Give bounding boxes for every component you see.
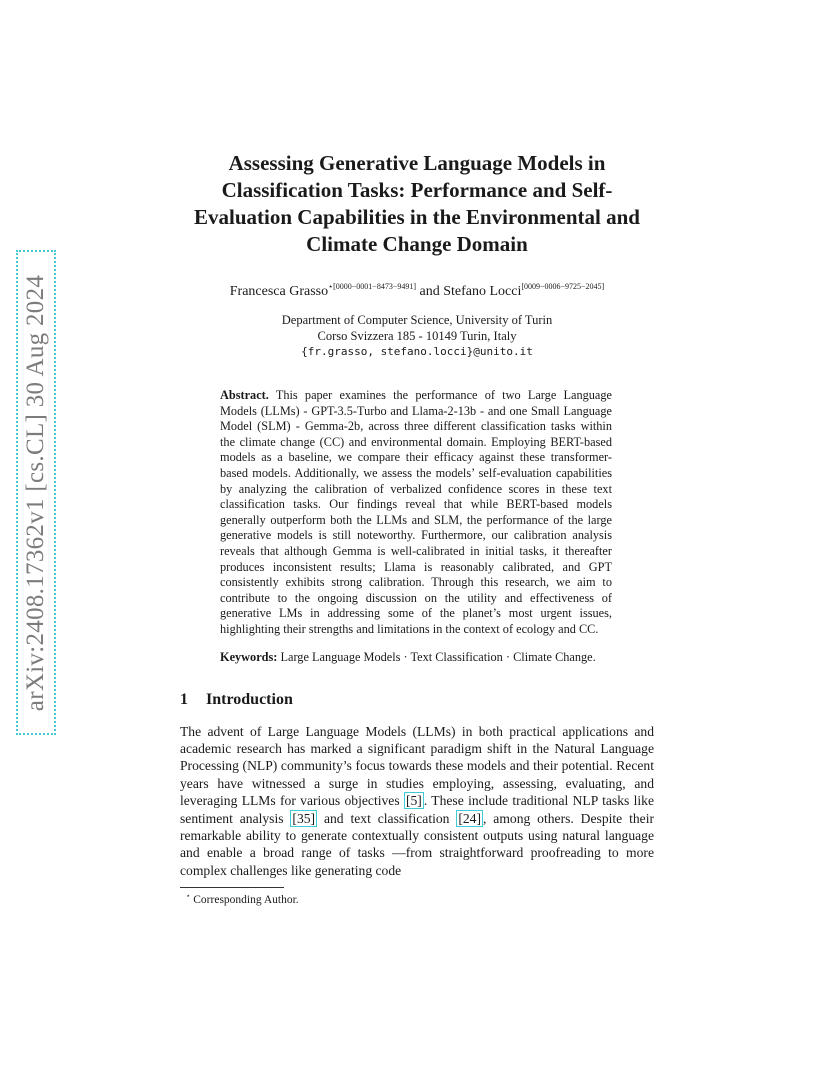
abstract [220,388,612,638]
citation-link[interactable]: [24] [458,810,482,826]
citation-link[interactable]: [5] [405,793,422,809]
intro-paragraph [180,723,654,880]
keywords [220,650,630,665]
paper-page [180,150,654,906]
author-line [180,282,654,300]
keywords-text: Large Language Models · Text Classification · Climate Change. [280,649,596,664]
author-name: Stefano Locci [443,284,522,299]
section-number: 1 [180,690,188,708]
arxiv-identifier: arXiv:2408.17362v1 [cs.CL] 30 Aug 2024 [22,274,49,711]
section-heading [180,691,654,709]
intro-text: , among others. Despite their remarkable ability to generate contextually consistent outputs using natural language and enable a broad range of tasks —from straightforward proofreading to more complex challenges like generating code [180,810,655,878]
abstract-text: This paper examines the performance of two Large Language Models (LLMs) - GPT-3.5-Turbo and Llama-2-13b - and one Small Language Model (SLM) - Gemma-2b, across three different classification tasks within the climate change (CC) and environmental domain. Employing BERT-based models as a baseline, we compare their efficacy against these transformer-based models. Additionally, we assess the models’ self-evaluation capabilities by analyzing the calibration of verbalized confidence scores in these text classification tasks. Our findings reveal that while BERT-based models generally outperform both the LLMs and SLM, the performance of the large generative models is still noteworthy. Furthermore, our calibration analysis reveals that although Gemma is well-calibrated in initial tasks, it thereafter produces inconsistent results; Llama is reasonably calibrated, and GPT consistently exhibits strong calibration. Through this research, we aim to contribute to the ongoing discussion on the utility and effectiveness of generative LMs in addressing some of the planet’s most urgent issues, highlighting their strengths and limitations in the context of ecology and CC. [220,388,612,636]
intro-text: and text classification [317,810,457,826]
affiliation-department: Department of Computer Science, University of Turin [281,313,553,327]
author-name: Francesca Grasso [229,284,329,299]
abstract-label: Abstract. [220,388,269,402]
footnote-divider [180,887,284,888]
intro-text: . These include traditional NLP tasks like sentiment analysis [180,793,654,826]
keywords-label: Keywords: [220,649,278,664]
footnote [180,892,654,906]
footnote-mark: ⋆ [186,892,191,901]
citation-link[interactable]: [35] [292,810,316,826]
author-orcid: [0009−0006−9725−2045] [521,282,605,291]
arxiv-stamp [16,250,56,735]
author-orcid: ⋆[0000−0001−8473−9491] [328,282,416,291]
footnote-text: Corresponding Author. [193,893,299,906]
intro-text: The advent of Large Language Models (LLMs) in both practical applications and academic research has marked a significant paradigm shift in the Natural Language Processing (NLP) community’s focus towards these models and their potential. Recent years have witnessed a surge in studies employing, assessing, evaluating, and leveraging LLMs for various objectives [180,723,654,809]
affiliation [180,312,654,360]
section-title: Introduction [206,690,293,708]
paper-title: Assessing Generative Language Models in Classification Tasks: Performance and Self-Evaluation Capabilities in the Environmental and Climate Change Domain [194,151,640,256]
affiliation-address: Corso Svizzera 185 - 10149 Turin, Italy [317,329,517,343]
author-conjunction: and [419,284,440,299]
affiliation-email: {fr.grasso, stefano.locci}@unito.it [301,345,533,358]
